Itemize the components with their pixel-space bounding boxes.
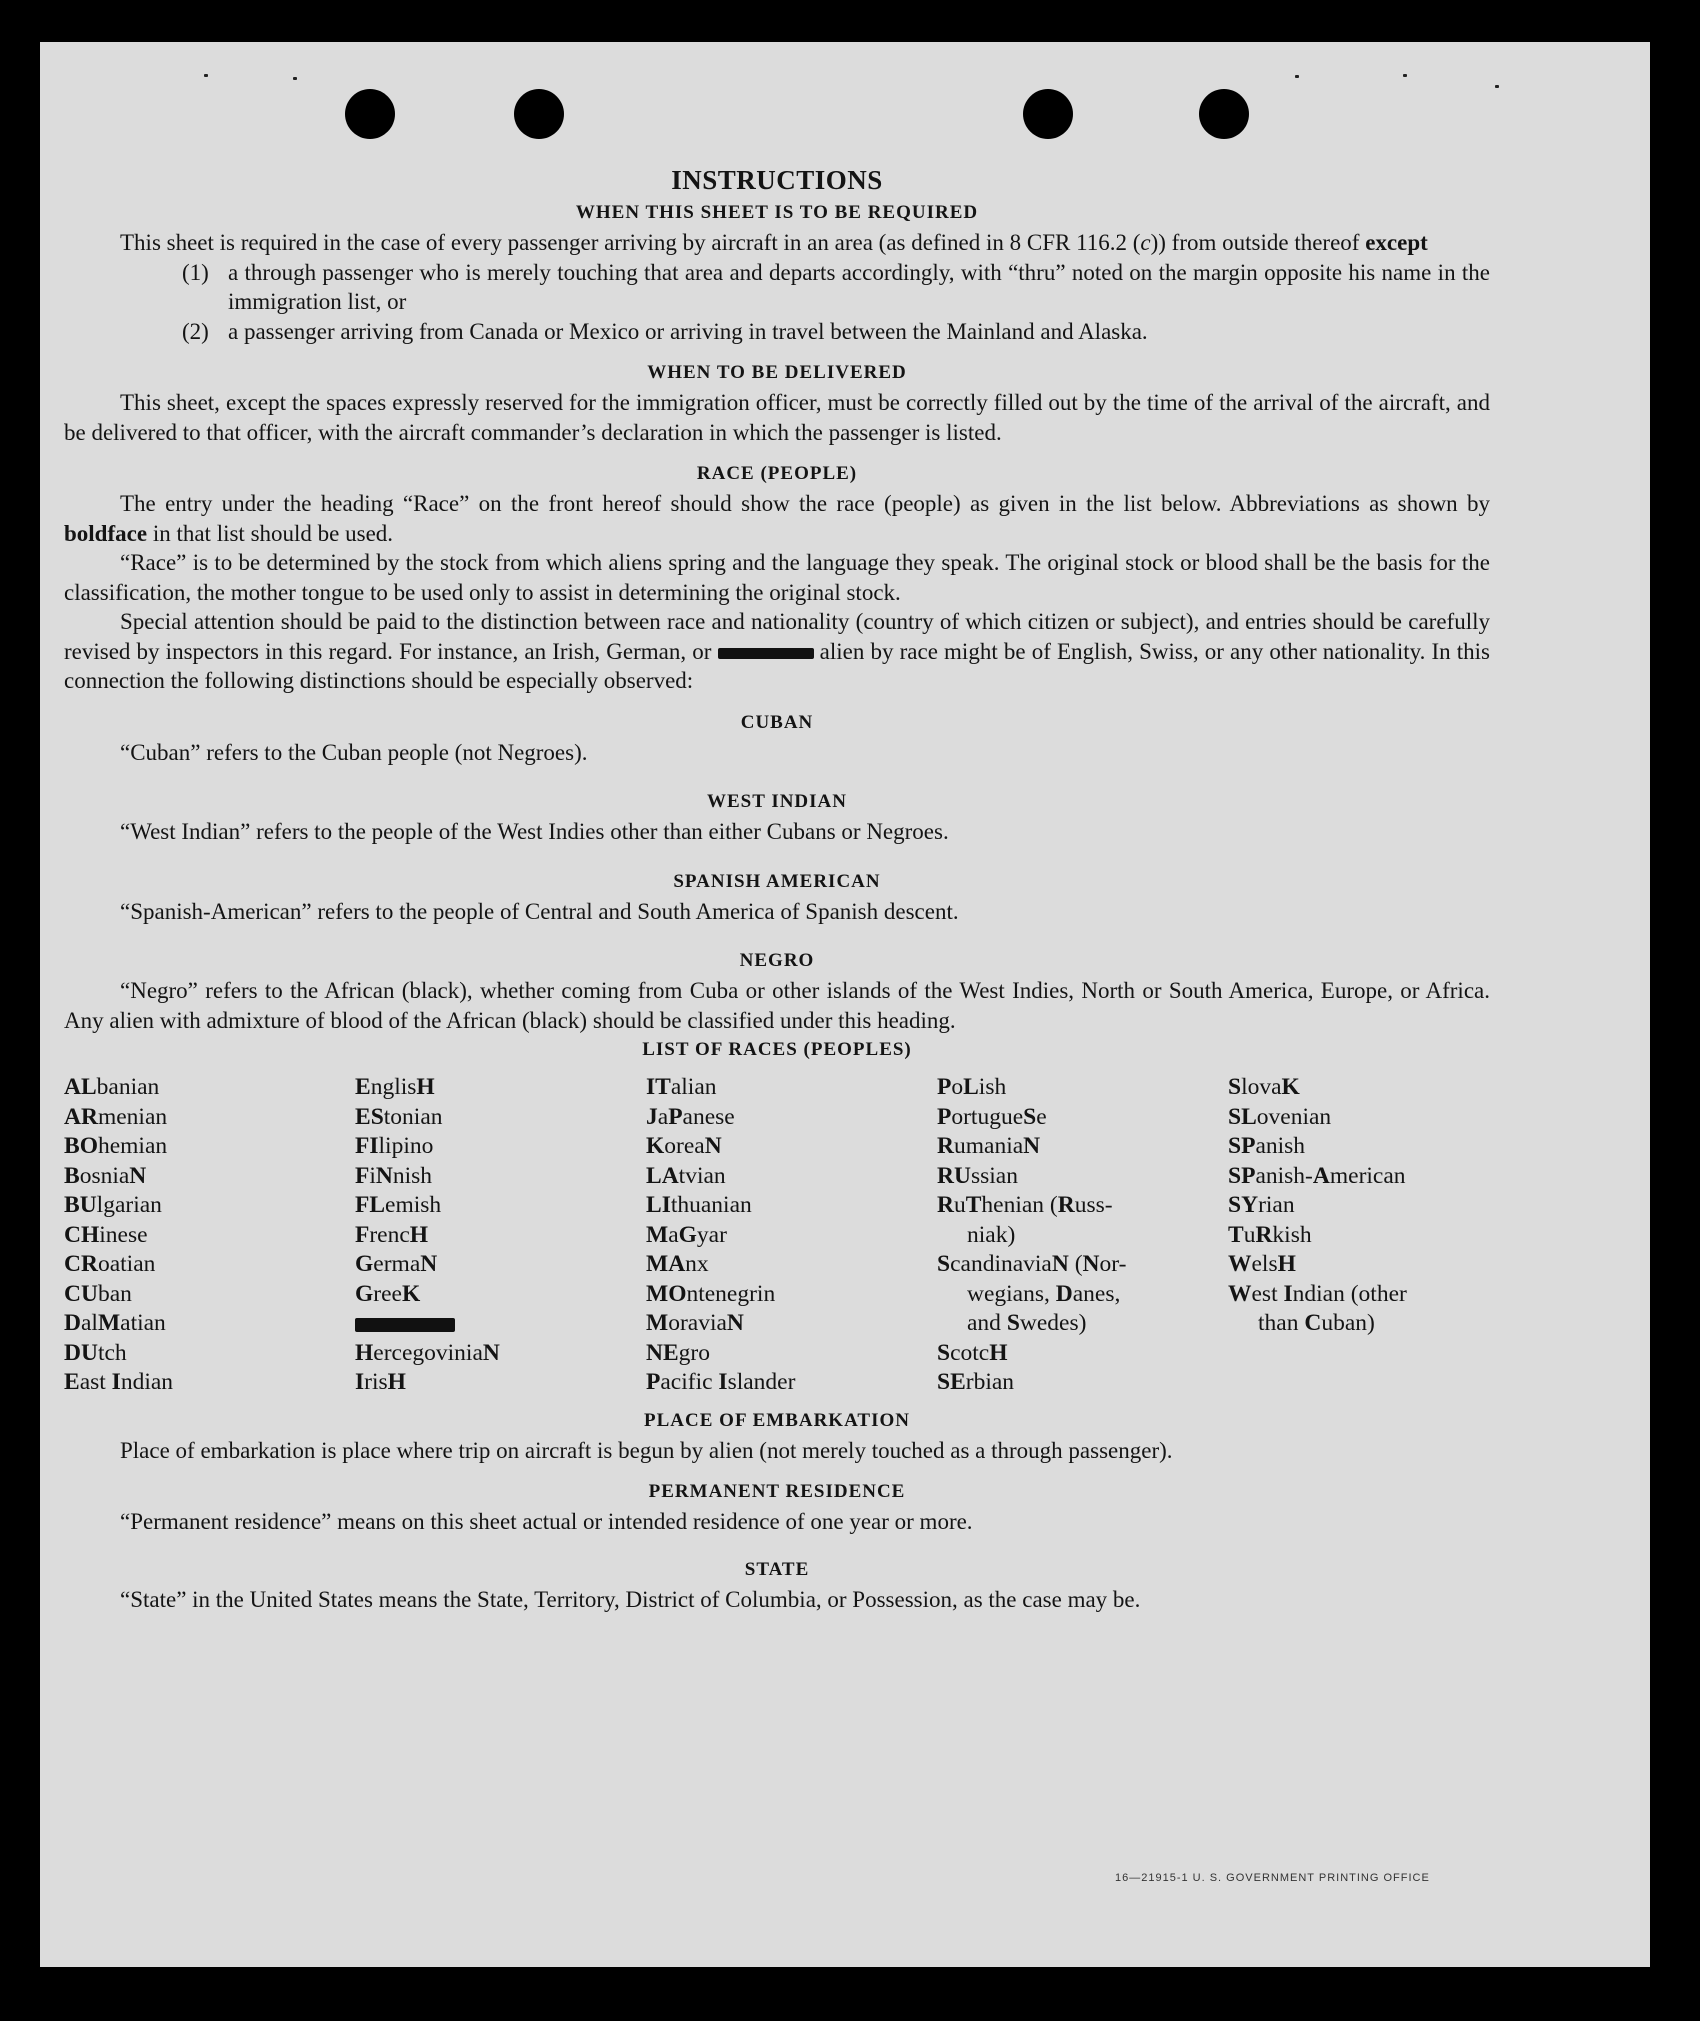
- race-entry: SPanish: [1228, 1133, 1306, 1159]
- punch-hole: [514, 89, 564, 139]
- race-entry: RumaniaN: [937, 1133, 1041, 1159]
- punch-hole: [1199, 89, 1249, 139]
- cuban-paragraph: “Cuban” refers to the Cuban people (not Negroes).: [120, 739, 588, 765]
- race-entry-continued: than Cuban): [1258, 1310, 1375, 1336]
- race-entry: FrencH: [355, 1221, 429, 1248]
- race-entry-continued: and Swedes): [967, 1310, 1087, 1336]
- race-p1-start: The entry under the heading “Race” on the front hereof should show the race (people) as given in the list below. Abbreviations as shown by: [120, 491, 1490, 516]
- page-title: INSTRUCTIONS: [671, 165, 883, 195]
- negro-paragraph: “Negro” refers to the African (black), whether coming from Cuba or other islands of the West Indies, North or South America, Europe, or Africa. Any alien with admixture of blood of the African (black) should be classified under this heading.: [64, 978, 1490, 1033]
- race-entry: East Indian: [64, 1369, 174, 1395]
- required-text-mid: )) from outside thereof: [1150, 230, 1366, 255]
- race-entry: TuRkish: [1228, 1221, 1312, 1248]
- redaction-mark: [355, 1318, 455, 1332]
- race-entry: MaGyar: [646, 1221, 727, 1248]
- section-heading-list-of-races: LIST OF RACES (PEOPLES): [642, 1039, 912, 1060]
- section-heading-embarkation: PLACE OF EMBARKATION: [644, 1409, 910, 1431]
- race-entry: FIlipino: [355, 1133, 434, 1159]
- printing-office-imprint: 16—21915-1 U. S. GOVERNMENT PRINTING OFFICE: [1115, 1872, 1430, 1884]
- speck: [1495, 85, 1499, 88]
- race-entry: Pacific Islander: [646, 1369, 796, 1395]
- race-entry: DUtch: [64, 1339, 127, 1366]
- section-heading-spanish-american: SPANISH AMERICAN: [673, 870, 881, 892]
- section-heading-cuban: CUBAN: [740, 711, 814, 733]
- section-heading-state: STATE: [744, 1558, 810, 1580]
- race-entry: RuThenian (Russ-: [937, 1192, 1113, 1218]
- required-text-italic: c: [1140, 230, 1151, 255]
- race-entry: SErbian: [937, 1369, 1015, 1395]
- race-paragraph-2: “Race” is to be determined by the stock from which aliens spring and the language they speak. The original stock or blood shall be the basis for the classification, the mother tongue to be used only to assist in determining the original stock.: [64, 550, 1490, 605]
- instructions-content: [64, 162, 1490, 1614]
- race-entry: CUban: [64, 1280, 132, 1307]
- list-item: [64, 258, 1490, 317]
- section-heading-race: RACE (PEOPLE): [696, 463, 858, 484]
- item-number: (2): [182, 318, 209, 344]
- redaction-mark: [718, 648, 814, 659]
- race-entry: SPanish-American: [1228, 1162, 1406, 1189]
- section-heading-permanent-residence: PERMANENT RESIDENCE: [648, 1481, 906, 1502]
- west-indian-paragraph: “West Indian” refers to the people of the West Indies other than either Cubans or Negroes.: [120, 819, 949, 844]
- race-entry: FiNnish: [355, 1162, 433, 1189]
- race-column: [355, 1073, 646, 1398]
- race-p3-start: Special attention should be paid to the distinction between race and nationality (country of which citizen or subject), and entries should be carefully revised by inspectors in this regard. For instance, an Irish, German, or: [64, 609, 1490, 664]
- speck: [293, 77, 297, 80]
- speck: [1295, 75, 1299, 78]
- race-entry: MOntenegrin: [646, 1280, 776, 1307]
- race-entry: JaPanese: [646, 1103, 735, 1130]
- race-entry: SYrian: [1228, 1192, 1295, 1218]
- redacted-race-entry: [355, 1309, 646, 1339]
- section-heading-negro: NEGRO: [739, 950, 815, 971]
- race-entry: ARmenian: [64, 1103, 168, 1130]
- embarkation-paragraph: Place of embarkation is place where trip on aircraft is begun by alien (not merely touched as a through passenger).: [120, 1437, 1173, 1463]
- race-entry: SLovenian: [1228, 1103, 1332, 1130]
- race-column: [64, 1073, 355, 1398]
- race-entry: EnglisH: [355, 1074, 435, 1100]
- race-entry: RUssian: [937, 1162, 1018, 1189]
- race-entry: GermaN: [355, 1251, 438, 1277]
- spanish-american-paragraph: “Spanish-American” refers to the people of Central and South America of Spanish descent.: [120, 898, 959, 924]
- race-entry: PortugueSe: [937, 1103, 1047, 1130]
- race-entry: CRoatian: [64, 1251, 156, 1277]
- required-text-start: This sheet is required in the case of every passenger arriving by aircraft in an area (as defined in 8 CFR 116.2 (: [120, 230, 1141, 255]
- race-entry: ITalian: [646, 1074, 717, 1100]
- race-paragraph-1: [64, 489, 1490, 548]
- race-entry: DalMatian: [64, 1310, 166, 1336]
- race-entry: West Indian (other: [1228, 1280, 1407, 1307]
- race-p1-end: in that list should be used.: [147, 520, 394, 546]
- section-heading-west-indian: WEST INDIAN: [707, 791, 847, 812]
- race-column: [1228, 1073, 1519, 1398]
- race-entry: HercegoviniaN: [355, 1339, 500, 1366]
- race-column: [937, 1073, 1228, 1398]
- race-p3-end: alien by race might be of English, Swiss, or any other nationality. In this connection the following distinctions should be especially observed:: [64, 638, 1491, 693]
- state-paragraph: “State” in the United States means the State, Territory, District of Columbia, or Possession, as the case may be.: [120, 1586, 1141, 1612]
- punch-hole: [1023, 89, 1073, 139]
- race-list: [64, 1073, 1490, 1398]
- required-text-bold: except: [1365, 230, 1428, 255]
- race-entry: WelsH: [1228, 1251, 1296, 1277]
- race-entry: NEgro: [646, 1339, 710, 1366]
- race-entry: BUlgarian: [64, 1192, 162, 1218]
- race-entry: MAnx: [646, 1251, 709, 1277]
- item-number: (1): [182, 259, 209, 285]
- punch-hole: [345, 89, 395, 139]
- race-entry-continued: wegians, Danes,: [967, 1280, 1121, 1307]
- race-entry: LAtvian: [646, 1162, 726, 1189]
- race-paragraph-3: [64, 607, 1490, 696]
- race-entry: BOhemian: [64, 1133, 168, 1159]
- race-column: [646, 1073, 937, 1398]
- race-entry: IrisH: [355, 1369, 406, 1395]
- race-entry: KoreaN: [646, 1133, 722, 1159]
- race-entry: BosniaN: [64, 1162, 147, 1189]
- document-sheet: [40, 42, 1650, 1967]
- section-heading-required: WHEN THIS SHEET IS TO BE REQUIRED: [575, 202, 979, 223]
- race-entry: EStonian: [355, 1103, 443, 1130]
- race-entry: ScotcH: [937, 1339, 1008, 1366]
- required-paragraph: [64, 228, 1490, 258]
- section-heading-delivered: WHEN TO BE DELIVERED: [647, 362, 907, 383]
- race-entry: CHinese: [64, 1221, 148, 1248]
- list-item: [64, 317, 1490, 347]
- race-entry: FLemish: [355, 1192, 442, 1218]
- race-p1-bold: boldface: [64, 520, 148, 546]
- race-entry: SlovaK: [1228, 1074, 1300, 1100]
- delivered-paragraph: This sheet, except the spaces expressly reserved for the immigration officer, must be correctly filled out by the time of the arrival of the aircraft, and be delivered to that officer, with the aircraft commander’s declaration in which the passenger is listed.: [64, 390, 1490, 445]
- race-entry: ScandinaviaN (Nor-: [937, 1251, 1127, 1277]
- race-entry-continued: niak): [967, 1221, 1016, 1248]
- race-entry: ALbanian: [64, 1074, 160, 1100]
- permanent-residence-paragraph: “Permanent residence” means on this sheet actual or intended residence of one year or more.: [120, 1509, 973, 1534]
- speck: [204, 74, 208, 77]
- race-entry: PoLish: [937, 1074, 1007, 1100]
- item-text: a through passenger who is merely touching that area and departs accordingly, with “thru” noted on the margin opposite his name in the immigration list, or: [228, 259, 1490, 314]
- race-entry: GreeK: [355, 1280, 421, 1307]
- race-entry: MoraviaN: [646, 1310, 744, 1336]
- speck: [1403, 74, 1407, 77]
- item-text: a passenger arriving from Canada or Mexico or arriving in travel between the Mainland and Alaska.: [228, 318, 1148, 344]
- race-entry: LIthuanian: [646, 1192, 752, 1218]
